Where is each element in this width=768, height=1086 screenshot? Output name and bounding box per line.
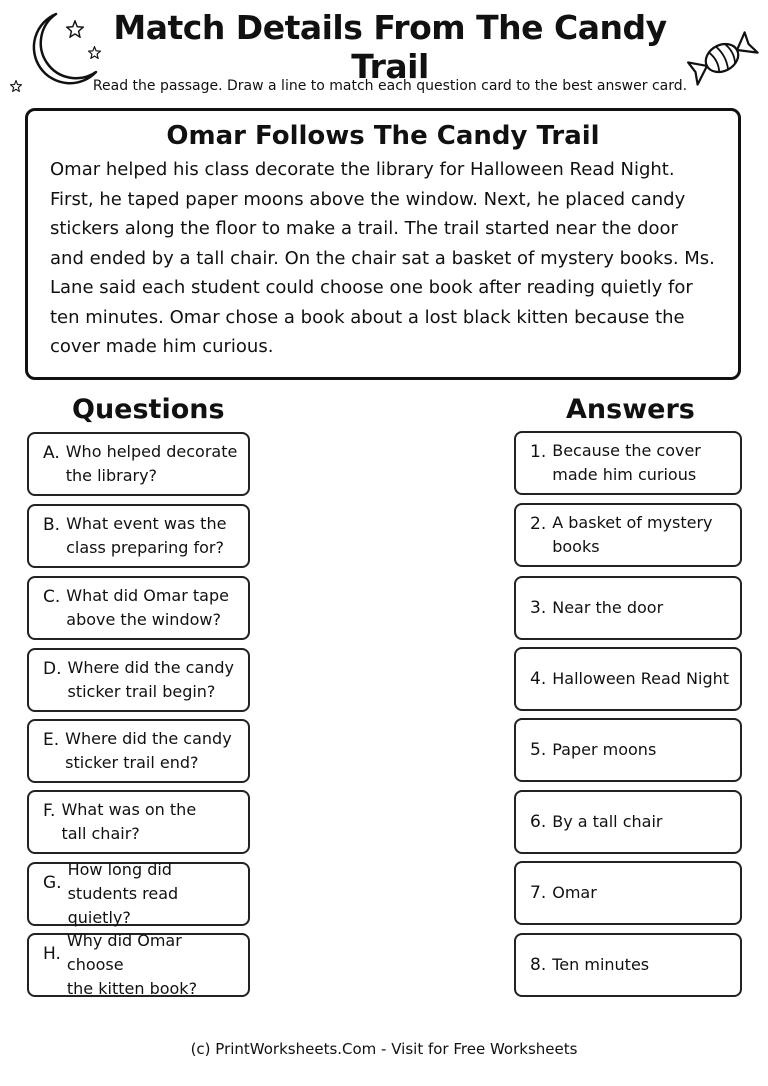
answer-card-5[interactable] bbox=[514, 718, 742, 782]
question-card-d[interactable] bbox=[27, 648, 250, 712]
question-letter: F. bbox=[43, 801, 56, 821]
answer-number: 3. bbox=[530, 598, 547, 618]
question-text: Who helped decorate the library? bbox=[65, 442, 238, 485]
answers-heading: Answers bbox=[566, 394, 695, 425]
question-text: Why did Omar choose the kitten book? bbox=[66, 931, 198, 998]
answer-number: 2. bbox=[530, 514, 547, 534]
answer-number: 4. bbox=[530, 669, 547, 689]
page-title: Match Details From The Candy Trail bbox=[113, 8, 667, 86]
answer-number: 6. bbox=[530, 812, 547, 832]
question-card-f[interactable] bbox=[27, 790, 250, 854]
question-card-g[interactable] bbox=[27, 862, 250, 926]
answer-text: Because the cover made him curious bbox=[552, 441, 701, 484]
answer-card-7[interactable] bbox=[514, 861, 742, 925]
answer-card-6[interactable] bbox=[514, 790, 742, 854]
answer-card-8[interactable] bbox=[514, 933, 742, 997]
answer-text: A basket of mystery books bbox=[552, 513, 713, 556]
passage-text: Omar helped his class decorate the library for Halloween Read Night. First, he taped paper moons above the window. Next, he placed candy stickers along the floor to make a trail. The trail started near the door and ended by a tall chair. On the chair sat a basket of mystery books. Ms. Lane said each student could choose one book after reading quietly for ten minutes. Omar chose a book about a lost black kitten because the cover made him curious. bbox=[50, 159, 715, 357]
answer-card-4[interactable] bbox=[514, 647, 742, 711]
question-text: What was on the tall chair? bbox=[61, 800, 197, 843]
question-letter: E. bbox=[43, 730, 60, 750]
question-letter: G. bbox=[43, 873, 62, 893]
question-card-h[interactable] bbox=[27, 933, 250, 997]
answer-card-3[interactable] bbox=[514, 576, 742, 640]
answer-card-2[interactable] bbox=[514, 503, 742, 567]
star-icon bbox=[66, 20, 84, 38]
question-text: Where did the candy sticker trail end? bbox=[65, 729, 232, 772]
answer-card-1[interactable] bbox=[514, 431, 742, 495]
star-icon bbox=[10, 80, 22, 92]
answer-text: Ten minutes bbox=[552, 955, 650, 974]
answer-text: Omar bbox=[552, 883, 597, 902]
question-letter: H. bbox=[43, 944, 61, 964]
passage-title: Omar Follows The Candy Trail bbox=[166, 121, 600, 151]
answer-text: Paper moons bbox=[552, 740, 657, 759]
question-card-a[interactable] bbox=[27, 432, 250, 496]
question-letter: B. bbox=[43, 515, 61, 535]
question-text: What event was the class preparing for? bbox=[66, 514, 227, 557]
answer-number: 5. bbox=[530, 740, 547, 760]
answer-number: 1. bbox=[530, 442, 547, 462]
question-text: How long did students read quietly? bbox=[67, 860, 179, 927]
question-letter: A. bbox=[43, 443, 60, 463]
question-card-b[interactable] bbox=[27, 504, 250, 568]
answer-number: 7. bbox=[530, 883, 547, 903]
instructions: Read the passage. Draw a line to match each question card to the best answer card. bbox=[92, 78, 688, 94]
answer-text: Near the door bbox=[552, 598, 664, 617]
passage-box bbox=[25, 108, 741, 380]
questions-heading: Questions bbox=[72, 394, 225, 425]
question-text: What did Omar tape above the window? bbox=[66, 586, 229, 629]
star-icon bbox=[88, 46, 101, 59]
answer-number: 8. bbox=[530, 955, 547, 975]
footer-credit: (c) PrintWorksheets.Com - Visit for Free Worksheets bbox=[190, 1040, 578, 1058]
question-letter: C. bbox=[43, 587, 61, 607]
question-card-e[interactable] bbox=[27, 719, 250, 783]
answer-text: By a tall chair bbox=[552, 812, 663, 831]
question-card-c[interactable] bbox=[27, 576, 250, 640]
question-letter: D. bbox=[43, 659, 62, 679]
question-text: Where did the candy sticker trail begin? bbox=[67, 658, 235, 701]
answer-text: Halloween Read Night bbox=[552, 669, 730, 688]
